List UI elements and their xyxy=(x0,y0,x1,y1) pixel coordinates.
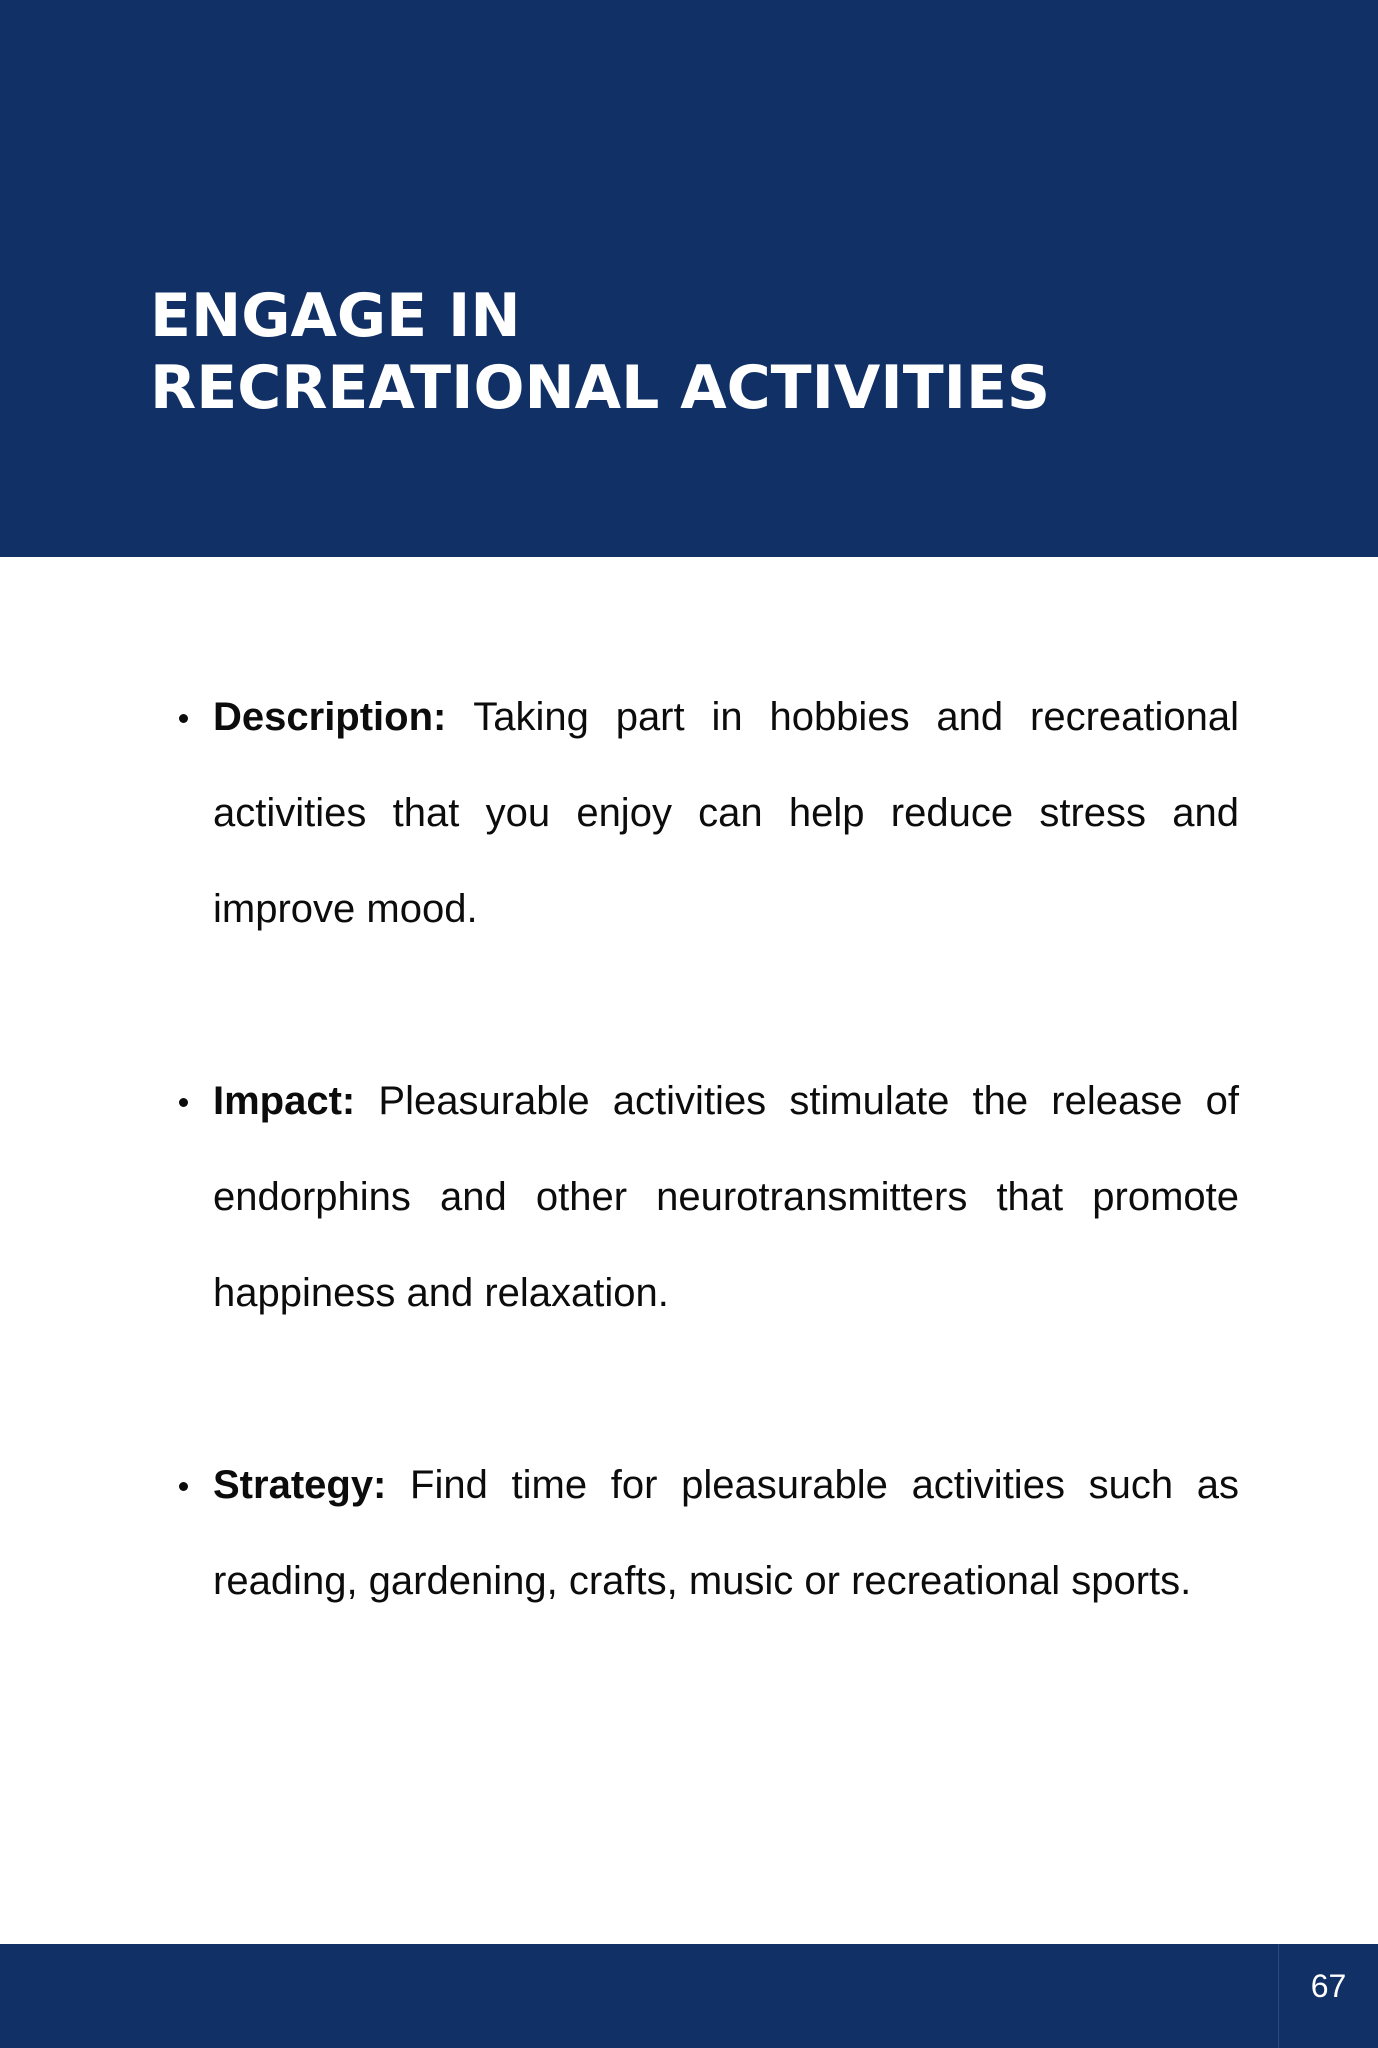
bullet-item-impact xyxy=(213,1053,1239,1341)
bullet-dot-icon xyxy=(179,1482,188,1491)
bullet-item-description xyxy=(213,669,1239,957)
bullet-term: Impact: xyxy=(213,1079,379,1123)
bullet-term: Strategy: xyxy=(213,1463,411,1507)
bullet-text: Taking part in hobbies and recreational activities that you enjoy can help reduce stress and improve mood. xyxy=(213,695,1239,931)
bullet-text: Pleasurable activities stimulate the release of endorphins and other neurotransmitters that promote happiness and relaxation. xyxy=(213,1079,1239,1315)
footer-band xyxy=(0,1944,1378,2048)
page-number: 67 xyxy=(1310,1968,1347,2004)
page-title xyxy=(150,280,1050,424)
bullet-text: Find time for pleasurable activities such as reading, gardening, crafts, music or recreational sports. xyxy=(213,1463,1239,1603)
bullet-term: Description: xyxy=(213,695,474,739)
header-band xyxy=(0,0,1378,557)
bullet-dot-icon xyxy=(179,714,188,723)
bullet-item-strategy xyxy=(213,1437,1239,1629)
page-title-line-2: RECREATIONAL ACTIVITIES xyxy=(150,353,1051,423)
page-title-line-1: ENGAGE IN xyxy=(150,281,521,351)
bullet-dot-icon xyxy=(179,1098,188,1107)
